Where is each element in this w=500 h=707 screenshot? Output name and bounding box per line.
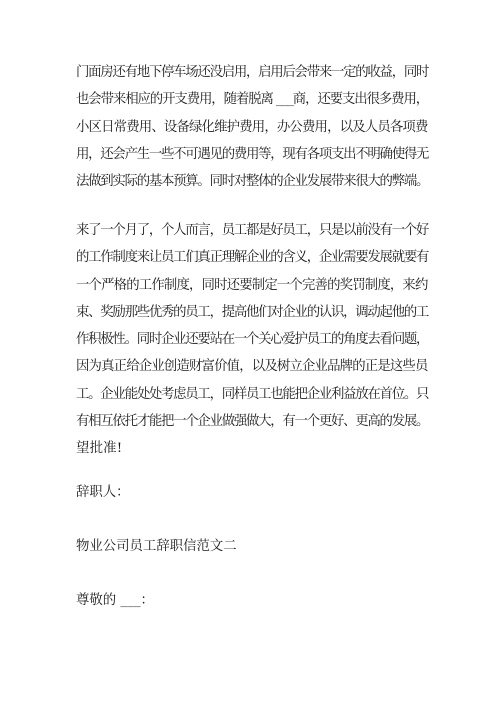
paragraph-line: 一个严格的工作制度，同时还要制定一个完善的奖罚制度，来约 <box>76 277 428 293</box>
salutation: 尊敬的 ___： <box>76 593 154 608</box>
paragraph-line: 有相互依托才能把一个企业做强做大，有一个更好、更高的发展。 <box>76 414 429 430</box>
paragraph-line: 望批准! <box>76 441 123 457</box>
paragraph-line: 也会带来相应的开支费用，随着脱离 ___商，还要支出很多费用， <box>76 92 429 108</box>
paragraph-expenses <box>76 59 428 195</box>
paragraph-staff <box>76 217 428 463</box>
paragraph-line: 法做到实际的基本预算。同时对整体的企业发展带来很大的弊端。 <box>76 174 429 190</box>
paragraph-line: 工。企业能处处考虑员工，同样员工也能把企业利益放在首位。只 <box>76 386 429 402</box>
section-title: 物业公司员工辞职信范文二 <box>76 539 237 554</box>
paragraph-line: 作积极性。同时企业还要站在一个关心爱护员工的角度去看问题， <box>76 332 429 348</box>
paragraph-line: 的工作制度来让员工们真正理解企业的含义，企业需要发展就要有 <box>76 250 429 266</box>
paragraph-line: 门面房还有地下停车场还没启用，启用后会带来一定的收益，同时 <box>76 65 429 80</box>
signer-label: 辞职人： <box>76 485 130 500</box>
paragraph-line: 来了一个月了，个人而言，员工都是好员工，只是以前没有一个好 <box>76 223 429 238</box>
paragraph-line: 束、奖励那些优秀的员工，提高他们对企业的认识，调动起他的工 <box>76 304 429 320</box>
paragraph-line: 小区日常费用、设备绿化维护费用，办公费用，以及人员各项费 <box>76 119 428 135</box>
paragraph-line: 因为真正给企业创造财富价值，以及树立企业品牌的正是这些员 <box>76 359 428 375</box>
paragraph-line: 用，还会产生一些不可遇见的费用等，现有各项支出不明确使得无 <box>76 146 429 162</box>
